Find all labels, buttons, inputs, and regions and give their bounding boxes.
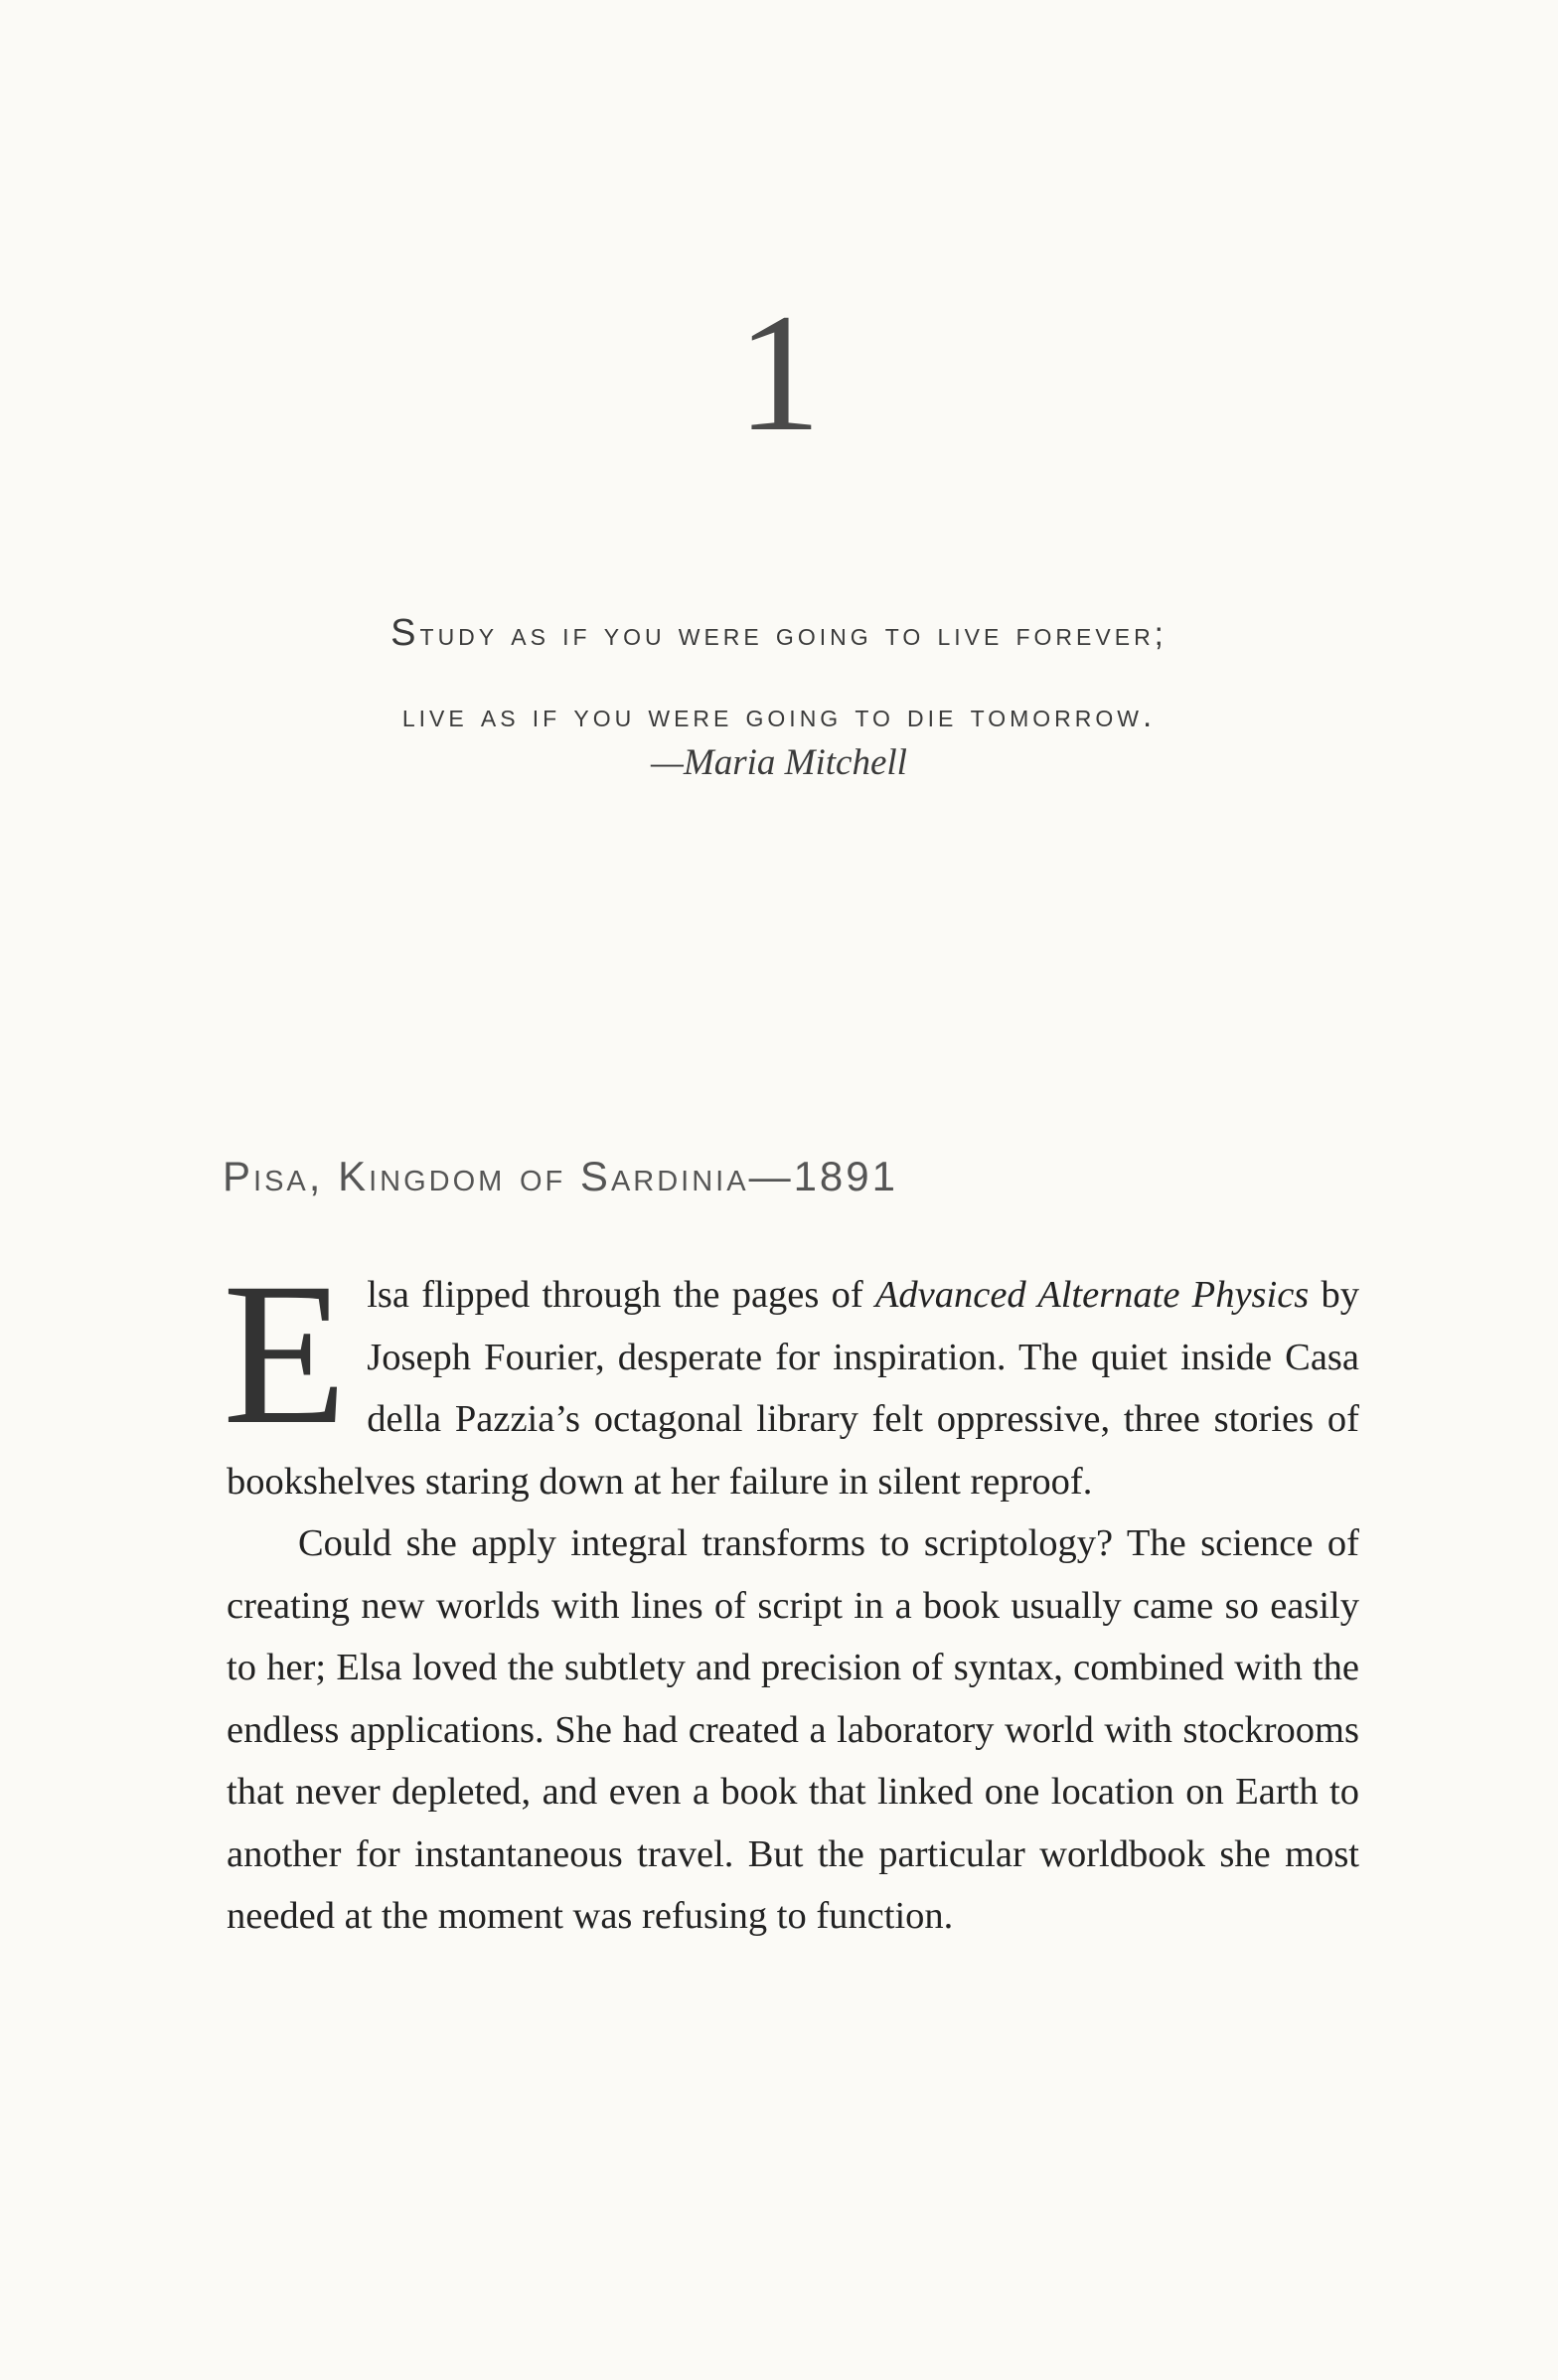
chapter-number: 1 bbox=[736, 279, 822, 466]
location-heading bbox=[223, 1153, 898, 1200]
book-title: Advanced Alternate Physics bbox=[874, 1274, 1310, 1316]
paragraph-1-start: lsa flipped through the pages of bbox=[367, 1274, 875, 1316]
epigraph-line-1-text: tudy as if you were going to live forever; bbox=[419, 615, 1168, 652]
drop-cap: E bbox=[223, 1241, 348, 1467]
epigraph bbox=[0, 592, 1558, 786]
paragraph-1-end: by Joseph Fourier, desperate for inspiration. The quiet inside Casa della Pazzia’s octagonal library felt oppressive, three stories of bookshelves staring down at her failure in silent reproof. bbox=[227, 1274, 1359, 1503]
epigraph-line-1 bbox=[0, 592, 1558, 675]
location-place: Pisa, Kingdom of Sardinia bbox=[223, 1153, 749, 1199]
epigraph-attribution: —Maria Mitchell bbox=[651, 742, 907, 783]
location-separator: — bbox=[748, 1153, 794, 1199]
paragraph-1 bbox=[223, 1241, 1359, 1512]
paragraph-2: Could she apply integral transforms to scriptology? The science of creating new worlds with lines of script in a book usually came so easily to her; Elsa loved the subtlety and precision of syntax, combined with the endless applications. She had created a laboratory world with stockrooms that never depleted, and even a book that linked one location on Earth to another for instantaneous travel. But the particular worldbook she most needed at the moment was refusing to function. bbox=[227, 1522, 1359, 1937]
body-text bbox=[223, 1241, 1359, 1948]
epigraph-initial: S bbox=[390, 612, 420, 654]
epigraph-line-2: live as if you were going to die tomorrow. bbox=[401, 697, 1157, 733]
location-year: 1891 bbox=[793, 1153, 899, 1199]
